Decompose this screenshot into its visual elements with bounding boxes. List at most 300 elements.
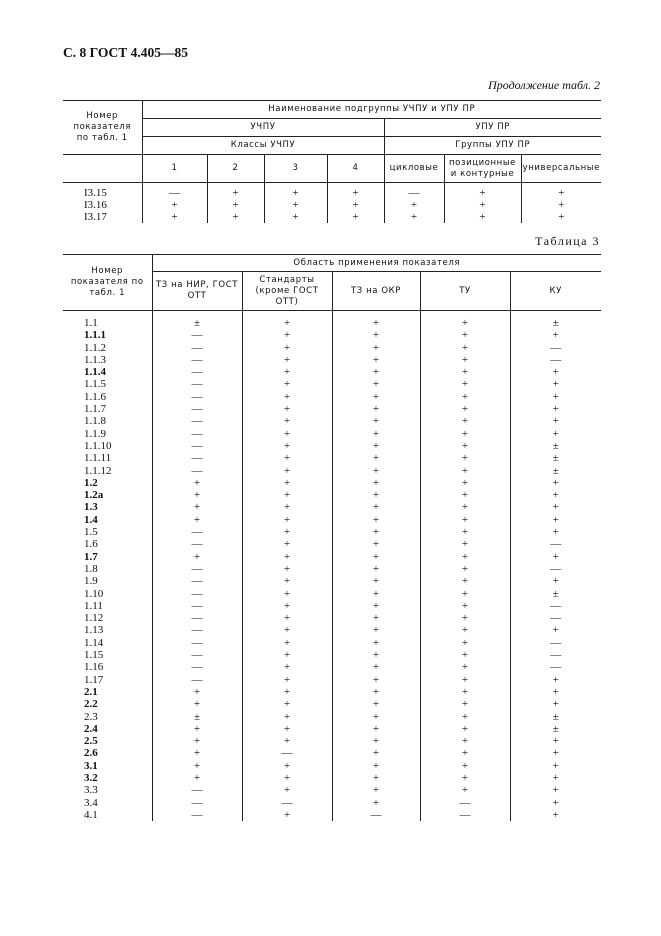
t2-cell: + bbox=[384, 211, 444, 223]
t3-cell: + bbox=[332, 575, 420, 587]
t3-cell: + bbox=[332, 391, 420, 403]
t3-cell: + bbox=[332, 428, 420, 440]
t3-cell: — bbox=[152, 674, 242, 686]
t3-cell: — bbox=[152, 600, 242, 612]
t3-cell: — bbox=[510, 661, 601, 673]
t3-cell: — bbox=[242, 797, 332, 809]
t3-cell: + bbox=[332, 489, 420, 501]
t3-row-number: 1.7 bbox=[84, 550, 98, 563]
t3-cell: + bbox=[332, 378, 420, 390]
t3-cell: + bbox=[242, 378, 332, 390]
t3-row-number: 1.1.12 bbox=[84, 464, 112, 477]
t3-cell: + bbox=[510, 735, 601, 747]
t3-cell: + bbox=[242, 428, 332, 440]
t2-row-number: I3.16 bbox=[84, 199, 107, 211]
table-row bbox=[63, 674, 601, 686]
t3-area-title: Область применения показателя bbox=[152, 255, 601, 272]
t3-cell: + bbox=[420, 649, 510, 661]
t2-cell: + bbox=[444, 183, 521, 200]
t3-cell: + bbox=[510, 526, 601, 538]
t3-cell: + bbox=[510, 477, 601, 489]
t3-cell: + bbox=[332, 440, 420, 452]
t3-cell: + bbox=[242, 489, 332, 501]
t3-cell: + bbox=[242, 588, 332, 600]
t2-cell: + bbox=[264, 211, 327, 223]
t3-row-number: 2.1 bbox=[84, 685, 98, 698]
t3-cell: + bbox=[420, 391, 510, 403]
t3-cell: + bbox=[242, 354, 332, 366]
t3-cell: + bbox=[242, 501, 332, 513]
t3-cell: + bbox=[510, 760, 601, 772]
t3-cell: ± bbox=[510, 711, 601, 723]
t3-cell: + bbox=[332, 317, 420, 329]
t3-cell: — bbox=[152, 612, 242, 624]
t3-row-number: 1.15 bbox=[84, 649, 104, 662]
t3-cell: + bbox=[420, 637, 510, 649]
table-row bbox=[63, 342, 601, 354]
t2-cell: + bbox=[264, 183, 327, 200]
t2-cell: + bbox=[444, 199, 521, 211]
t3-cell: — bbox=[420, 797, 510, 809]
table-3 bbox=[63, 254, 601, 821]
t3-row-number: 3.1 bbox=[84, 759, 98, 772]
t3-cell: + bbox=[332, 600, 420, 612]
table-row bbox=[63, 600, 601, 612]
t3-row-number: 4.1 bbox=[84, 808, 98, 821]
t3-cell: + bbox=[510, 551, 601, 563]
t2-cell: + bbox=[327, 199, 384, 211]
t3-cell: — bbox=[510, 612, 601, 624]
t3-cell: + bbox=[420, 661, 510, 673]
t3-cell: + bbox=[332, 514, 420, 526]
t3-cell: + bbox=[332, 452, 420, 464]
t3-row-number: 3.2 bbox=[84, 771, 98, 784]
t3-cell: + bbox=[332, 772, 420, 784]
t3-cell: + bbox=[242, 342, 332, 354]
t3-cell: + bbox=[242, 661, 332, 673]
table-row bbox=[63, 501, 601, 513]
t3-cell: + bbox=[332, 711, 420, 723]
t3-cell: — bbox=[152, 526, 242, 538]
t3-cell: + bbox=[420, 342, 510, 354]
t3-row-number: 1.1.5 bbox=[84, 378, 106, 391]
t3-cell: — bbox=[152, 378, 242, 390]
t3-row-number: 1.1.3 bbox=[84, 353, 106, 366]
t3-cell: — bbox=[510, 649, 601, 661]
t2-class-col: 3 bbox=[264, 155, 327, 183]
t2-col-number-header: Номер показателя по табл. 1 bbox=[63, 101, 142, 155]
t3-cell: + bbox=[510, 403, 601, 415]
t3-cell: — bbox=[510, 563, 601, 575]
t2-cell: + bbox=[327, 183, 384, 200]
t3-cell: + bbox=[510, 747, 601, 759]
t3-cell: + bbox=[332, 329, 420, 341]
t3-col-header: ТУ bbox=[420, 272, 510, 311]
t3-cell: + bbox=[332, 342, 420, 354]
t3-cell: + bbox=[510, 698, 601, 710]
t3-cell: ± bbox=[152, 317, 242, 329]
t3-cell: — bbox=[152, 354, 242, 366]
t3-row-number: 1.2 bbox=[84, 476, 98, 489]
t2-cell: + bbox=[444, 211, 521, 223]
t3-col-number-header: Номер показателя по табл. 1 bbox=[63, 255, 152, 311]
t2-uchpu-header: УЧПУ bbox=[142, 119, 384, 137]
t3-cell: + bbox=[152, 723, 242, 735]
t3-cell: + bbox=[420, 612, 510, 624]
t3-cell: ± bbox=[152, 711, 242, 723]
t3-cell: + bbox=[242, 415, 332, 427]
t2-cell: + bbox=[142, 211, 207, 223]
t3-cell: — bbox=[510, 342, 601, 354]
t3-row-number: 1.17 bbox=[84, 673, 104, 686]
t2-cell: — bbox=[384, 183, 444, 200]
table-row bbox=[63, 772, 601, 784]
t2-cell: + bbox=[521, 211, 601, 223]
t3-cell: — bbox=[152, 538, 242, 550]
t3-cell: + bbox=[332, 477, 420, 489]
t3-cell: + bbox=[332, 501, 420, 513]
t3-row-number: 1.3 bbox=[84, 501, 98, 514]
t3-cell: — bbox=[152, 329, 242, 341]
t3-row-number: 1.1.2 bbox=[84, 341, 106, 354]
t3-row-number: 2.3 bbox=[84, 710, 98, 723]
t3-cell: ± bbox=[510, 588, 601, 600]
t3-cell: + bbox=[332, 661, 420, 673]
t3-cell: + bbox=[242, 723, 332, 735]
t3-cell: + bbox=[420, 440, 510, 452]
table-row bbox=[63, 366, 601, 378]
t3-cell: + bbox=[420, 575, 510, 587]
table-row bbox=[63, 686, 601, 698]
table-row bbox=[63, 698, 601, 710]
page-header: С. 8 ГОСТ 4.405—85 bbox=[63, 45, 189, 60]
table-row bbox=[63, 637, 601, 649]
t3-cell: + bbox=[420, 366, 510, 378]
t3-cell: + bbox=[332, 686, 420, 698]
table-row bbox=[63, 403, 601, 415]
t3-row-number: 1.1.4 bbox=[84, 366, 106, 379]
t3-cell: — bbox=[152, 440, 242, 452]
t3-row-number: 2.4 bbox=[84, 722, 98, 735]
t3-row-number: 1.1.10 bbox=[84, 439, 112, 452]
t2-group-col: цикловые bbox=[384, 155, 444, 183]
t3-cell: + bbox=[152, 514, 242, 526]
t3-cell: + bbox=[332, 649, 420, 661]
table-row bbox=[63, 735, 601, 747]
table-row bbox=[63, 317, 601, 329]
t3-cell: — bbox=[152, 661, 242, 673]
t2-cell: + bbox=[521, 183, 601, 200]
t3-cell: — bbox=[152, 465, 242, 477]
t3-cell: + bbox=[242, 575, 332, 587]
t3-cell: + bbox=[242, 538, 332, 550]
table-row bbox=[63, 711, 601, 723]
t2-cell: + bbox=[384, 199, 444, 211]
t3-cell: + bbox=[332, 465, 420, 477]
t3-cell: — bbox=[152, 563, 242, 575]
t2-group-title: Наименование подгруппы УЧПУ и УПУ ПР bbox=[142, 101, 601, 119]
t3-cell: + bbox=[510, 674, 601, 686]
t3-cell: + bbox=[332, 735, 420, 747]
t3-row-number: 3.3 bbox=[84, 784, 98, 797]
t3-cell: + bbox=[152, 760, 242, 772]
t3-cell: — bbox=[242, 747, 332, 759]
t3-cell: + bbox=[152, 698, 242, 710]
table-row bbox=[63, 797, 601, 809]
table-row bbox=[63, 551, 601, 563]
t3-cell: — bbox=[152, 624, 242, 636]
t3-cell: + bbox=[332, 354, 420, 366]
t3-cell: + bbox=[242, 526, 332, 538]
table-row bbox=[63, 465, 601, 477]
t3-row-number: 1.1 bbox=[84, 317, 98, 329]
t3-cell: + bbox=[510, 428, 601, 440]
t3-cell: + bbox=[152, 501, 242, 513]
t3-cell: + bbox=[332, 624, 420, 636]
t2-cell: + bbox=[207, 199, 264, 211]
t3-cell: + bbox=[420, 600, 510, 612]
t3-cell: + bbox=[242, 440, 332, 452]
t3-cell: — bbox=[152, 575, 242, 587]
t3-cell: + bbox=[420, 526, 510, 538]
t3-cell: — bbox=[152, 415, 242, 427]
t3-row-number: 1.11 bbox=[84, 599, 103, 612]
t3-cell: + bbox=[242, 698, 332, 710]
t3-cell: + bbox=[420, 760, 510, 772]
t3-cell: ± bbox=[510, 723, 601, 735]
t2-cell: + bbox=[327, 211, 384, 223]
t3-row-number: 2.5 bbox=[84, 735, 98, 748]
t3-cell: — bbox=[420, 809, 510, 821]
t3-cell: + bbox=[420, 698, 510, 710]
t3-row-number: 1.6 bbox=[84, 538, 98, 551]
table-row bbox=[63, 624, 601, 636]
t3-cell: + bbox=[152, 489, 242, 501]
t3-row-number: 2.6 bbox=[84, 747, 98, 760]
t2-empty-cell bbox=[63, 155, 142, 183]
t3-cell: + bbox=[420, 477, 510, 489]
t3-cell: — bbox=[152, 588, 242, 600]
t3-cell: + bbox=[332, 526, 420, 538]
t3-cell: — bbox=[152, 403, 242, 415]
t3-cell: + bbox=[332, 403, 420, 415]
table-row bbox=[63, 575, 601, 587]
t3-cell: + bbox=[242, 809, 332, 821]
table-row bbox=[63, 489, 601, 501]
t3-cell: — bbox=[152, 428, 242, 440]
t3-cell: + bbox=[420, 514, 510, 526]
t3-cell: + bbox=[242, 686, 332, 698]
t3-cell: + bbox=[420, 563, 510, 575]
t3-cell: + bbox=[332, 612, 420, 624]
t3-cell: — bbox=[510, 354, 601, 366]
t3-cell: + bbox=[152, 477, 242, 489]
t3-cell: — bbox=[510, 538, 601, 550]
table-row bbox=[63, 440, 601, 452]
table-2 bbox=[63, 100, 601, 223]
t2-class-col: 2 bbox=[207, 155, 264, 183]
t3-cell: + bbox=[242, 784, 332, 796]
t3-cell: + bbox=[242, 452, 332, 464]
table-row bbox=[63, 199, 601, 211]
t3-cell: + bbox=[510, 489, 601, 501]
t3-row-number: 1.1.11 bbox=[84, 452, 112, 465]
t3-cell: + bbox=[420, 588, 510, 600]
t3-cell: + bbox=[332, 723, 420, 735]
t2-cell: — bbox=[142, 183, 207, 200]
t3-cell: + bbox=[332, 415, 420, 427]
t3-cell: + bbox=[420, 415, 510, 427]
table-row bbox=[63, 588, 601, 600]
table-row bbox=[63, 563, 601, 575]
t3-cell: + bbox=[510, 624, 601, 636]
t3-cell: + bbox=[420, 735, 510, 747]
t3-row-number: 1.8 bbox=[84, 562, 98, 575]
table-row bbox=[63, 428, 601, 440]
t3-cell: + bbox=[420, 501, 510, 513]
t3-cell: + bbox=[242, 624, 332, 636]
t2-cell: + bbox=[142, 199, 207, 211]
t3-cell: — bbox=[152, 342, 242, 354]
t3-cell: + bbox=[332, 797, 420, 809]
t3-cell: + bbox=[242, 563, 332, 575]
t3-cell: — bbox=[152, 649, 242, 661]
t3-cell: + bbox=[242, 403, 332, 415]
t3-cell: + bbox=[242, 514, 332, 526]
t3-cell: + bbox=[332, 588, 420, 600]
t3-cell: + bbox=[510, 809, 601, 821]
t3-cell: + bbox=[420, 747, 510, 759]
t2-group-col: позиционные и контурные bbox=[444, 155, 521, 183]
t3-row-number: 1.2а bbox=[84, 489, 104, 502]
t3-cell: — bbox=[332, 809, 420, 821]
t2-cell: + bbox=[207, 183, 264, 200]
t3-cell: — bbox=[510, 600, 601, 612]
t2-row-number: I3.15 bbox=[84, 187, 107, 199]
t3-cell: + bbox=[510, 575, 601, 587]
table-3-title: Таблица 3 bbox=[535, 234, 600, 248]
table-row bbox=[63, 809, 601, 821]
t3-cell: + bbox=[420, 711, 510, 723]
t3-row-number: 1.13 bbox=[84, 624, 104, 637]
t2-cell: + bbox=[521, 199, 601, 211]
t3-cell: + bbox=[510, 797, 601, 809]
t2-cell: + bbox=[207, 211, 264, 223]
t3-cell: + bbox=[242, 477, 332, 489]
t3-cell: — bbox=[152, 784, 242, 796]
t3-cell: + bbox=[420, 686, 510, 698]
t3-row-number: 1.1.9 bbox=[84, 427, 106, 440]
t3-col-header: КУ bbox=[510, 272, 601, 311]
t3-row-number: 1.1.7 bbox=[84, 403, 106, 416]
table-row bbox=[63, 329, 601, 341]
t2-group-col: универсальные bbox=[521, 155, 601, 183]
t3-cell: + bbox=[510, 686, 601, 698]
table-row bbox=[63, 452, 601, 464]
t2-groups-header: Группы УПУ ПР bbox=[384, 137, 601, 155]
t3-cell: + bbox=[332, 551, 420, 563]
t3-cell: + bbox=[332, 760, 420, 772]
table-row bbox=[63, 183, 601, 200]
t3-cell: + bbox=[242, 317, 332, 329]
t3-col-header: ТЗ на НИР, ГОСТ ОТТ bbox=[152, 272, 242, 311]
t3-cell: + bbox=[332, 747, 420, 759]
t3-cell: — bbox=[152, 809, 242, 821]
t3-cell: + bbox=[420, 538, 510, 550]
t2-classes-header: Классы УЧПУ bbox=[142, 137, 384, 155]
t3-row-number: 1.1.6 bbox=[84, 390, 106, 403]
t3-cell: — bbox=[152, 391, 242, 403]
t3-cell: — bbox=[510, 637, 601, 649]
t3-cell: + bbox=[420, 674, 510, 686]
t3-cell: + bbox=[510, 329, 601, 341]
table-row bbox=[63, 649, 601, 661]
t3-cell: + bbox=[510, 378, 601, 390]
table-row bbox=[63, 612, 601, 624]
t3-row-number: 1.9 bbox=[84, 575, 98, 588]
t3-cell: + bbox=[242, 329, 332, 341]
t2-row-number: I3.17 bbox=[84, 211, 107, 223]
t3-cell: + bbox=[420, 317, 510, 329]
table-row bbox=[63, 514, 601, 526]
t3-cell: — bbox=[152, 797, 242, 809]
t3-cell: + bbox=[242, 391, 332, 403]
t3-cell: + bbox=[242, 649, 332, 661]
t3-cell: — bbox=[152, 452, 242, 464]
t3-cell: + bbox=[420, 489, 510, 501]
t2-upu-header: УПУ ПР bbox=[384, 119, 601, 137]
t3-row-number: 1.1.8 bbox=[84, 415, 106, 428]
t3-cell: + bbox=[420, 378, 510, 390]
t3-cell: + bbox=[510, 415, 601, 427]
t3-cell: + bbox=[242, 760, 332, 772]
t3-cell: — bbox=[152, 366, 242, 378]
t3-cell: + bbox=[152, 772, 242, 784]
t3-cell: + bbox=[242, 674, 332, 686]
table-row bbox=[63, 723, 601, 735]
t3-cell: + bbox=[332, 784, 420, 796]
t3-col-header: Стандарты (кроме ГОСТ ОТТ) bbox=[242, 272, 332, 311]
t3-row-number: 2.2 bbox=[84, 698, 98, 711]
t3-cell: + bbox=[332, 366, 420, 378]
t3-cell: + bbox=[420, 403, 510, 415]
continuation-caption: Продолжение табл. 2 bbox=[488, 78, 600, 92]
t3-cell: + bbox=[332, 637, 420, 649]
table-row bbox=[63, 378, 601, 390]
t2-cell: + bbox=[264, 199, 327, 211]
t3-cell: + bbox=[420, 329, 510, 341]
t3-cell: + bbox=[510, 501, 601, 513]
t3-row-number: 1.14 bbox=[84, 636, 104, 649]
t3-cell: + bbox=[420, 723, 510, 735]
table-row bbox=[63, 211, 601, 223]
t3-cell: + bbox=[510, 514, 601, 526]
t3-cell: ± bbox=[510, 440, 601, 452]
t3-cell: + bbox=[510, 366, 601, 378]
t3-cell: + bbox=[242, 366, 332, 378]
t3-cell: + bbox=[420, 624, 510, 636]
t3-row-number: 1.1.1 bbox=[84, 329, 106, 342]
t3-cell: + bbox=[242, 735, 332, 747]
t3-cell: + bbox=[420, 465, 510, 477]
table-row bbox=[63, 747, 601, 759]
t3-cell: + bbox=[152, 747, 242, 759]
t3-cell: + bbox=[420, 551, 510, 563]
t3-cell: + bbox=[420, 784, 510, 796]
t3-row-number: 1.4 bbox=[84, 513, 98, 526]
t3-cell: + bbox=[242, 612, 332, 624]
t3-cell: ± bbox=[510, 465, 601, 477]
